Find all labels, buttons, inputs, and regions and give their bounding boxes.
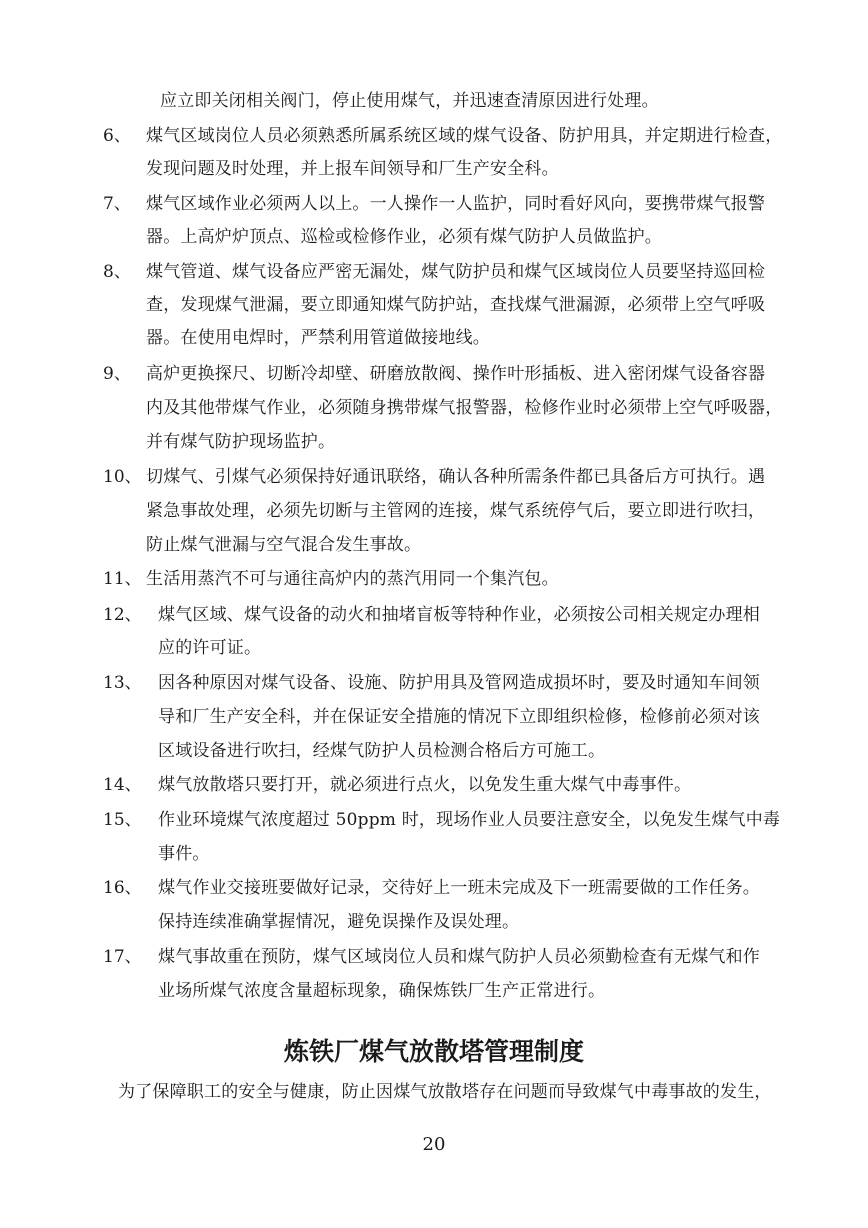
item-text-line: 切煤气、引煤气必须保持好通讯联络，确认各种所需条件都已具备后方可执行。遇: [146, 467, 766, 487]
item-text-line: 作业环境煤气浓度超过 50ppm 时，现场作业人员要注意安全，以免发生煤气中毒: [158, 810, 781, 830]
item-number: 10、: [103, 467, 142, 487]
item-number: 11、: [103, 569, 142, 589]
item-text-line: 煤气区域、煤气设备的动火和抽堵盲板等特种作业，必须按公司相关规定办理相: [158, 605, 760, 625]
item-text-line: 煤气事故重在预防，煤气区域岗位人员和煤气防护人员必须勤检查有无煤气和作: [158, 947, 760, 967]
item-text-line: 煤气管道、煤气设备应严密无漏处，煤气防护员和煤气区域岗位人员要坚持巡回检: [146, 262, 766, 282]
item-number: 7、: [103, 194, 131, 214]
item-text-line: 高炉更换探尺、切断冷却壁、研磨放散阀、操作叶形插板、进入密闭煤气设备容器: [146, 364, 766, 384]
item-text-line: 区域设备进行吹扫，经煤气防护人员检测合格后方可施工。: [158, 741, 606, 761]
item-text-line: 应的许可证。: [158, 638, 262, 658]
section-title: 炼铁厂煤气放散塔管理制度: [283, 1037, 584, 1066]
item-text-line: 生活用蒸汽不可与通往高炉内的蒸汽用同一个集汽包。: [146, 569, 559, 589]
item-number: 9、: [103, 364, 131, 384]
item-text-line: 煤气放散塔只要打开，就必须进行点火，以免发生重大煤气中毒事件。: [158, 775, 692, 795]
item-number: 8、: [103, 262, 131, 282]
item-text-line: 因各种原因对煤气设备、设施、防护用具及管网造成损坏时，要及时通知车间领: [158, 673, 760, 693]
item-text-line: 查，发现煤气泄漏，要立即通知煤气防护站，查找煤气泄漏源，必须带上空气呼吸: [146, 295, 766, 315]
item-text-line: 业场所煤气浓度含量超标现象，确保炼铁厂生产正常进行。: [158, 981, 606, 1001]
item-number: 17、: [103, 947, 142, 967]
item-number: 15、: [103, 810, 142, 830]
item-text-line: 防止煤气泄漏与空气混合发生事故。: [146, 535, 422, 555]
item-text-line: 煤气区域岗位人员必须熟悉所属系统区域的煤气设备、防护用具，并定期进行检查，: [146, 126, 783, 146]
item-number: 14、: [103, 775, 142, 795]
item-text-line: 发现问题及时处理，并上报车间领导和厂生产安全科。: [146, 159, 559, 179]
item-text-line: 煤气区域作业必须两人以上。一人操作一人监护，同时看好风向，要携带煤气报警: [146, 194, 766, 214]
item-text-line: 器。在使用电焊时，严禁利用管道做接地线。: [146, 328, 490, 348]
page-number: 20: [422, 1134, 446, 1155]
item-text-line: 器。上高炉炉顶点、巡检或检修作业，必须有煤气防护人员做监护。: [146, 227, 662, 247]
item-number: 6、: [103, 126, 131, 146]
item-text-line: 煤气作业交接班要做好记录，交待好上一班未完成及下一班需要做的工作任务。: [158, 878, 760, 898]
section-intro: 为了保障职工的安全与健康，防止因煤气放散塔存在问题而导致煤气中毒事故的发生，: [118, 1082, 772, 1102]
item-text-line: 并有煤气防护现场监护。: [146, 432, 336, 452]
item-text-line: 紧急事故处理，必须先切断与主管网的连接，煤气系统停气后，要立即进行吹扫，: [146, 501, 766, 521]
item-text-line: 保持连续准确掌握情况，避免误操作及误处理。: [158, 912, 520, 932]
item-number: 13、: [103, 673, 142, 693]
item-number: 12、: [103, 605, 142, 625]
intro-continuation: 应立即关闭相关阀门，停止使用煤气，并迅速查清原因进行处理。: [160, 91, 659, 111]
item-text-line: 内及其他带煤气作业，必须随身携带煤气报警器，检修作业时必须带上空气呼吸器，: [146, 398, 783, 418]
item-number: 16、: [103, 878, 142, 898]
item-text-line: 事件。: [158, 844, 210, 864]
item-text-line: 导和厂生产安全科，并在保证安全措施的情况下立即组织检修，检修前必须对该: [158, 707, 760, 727]
